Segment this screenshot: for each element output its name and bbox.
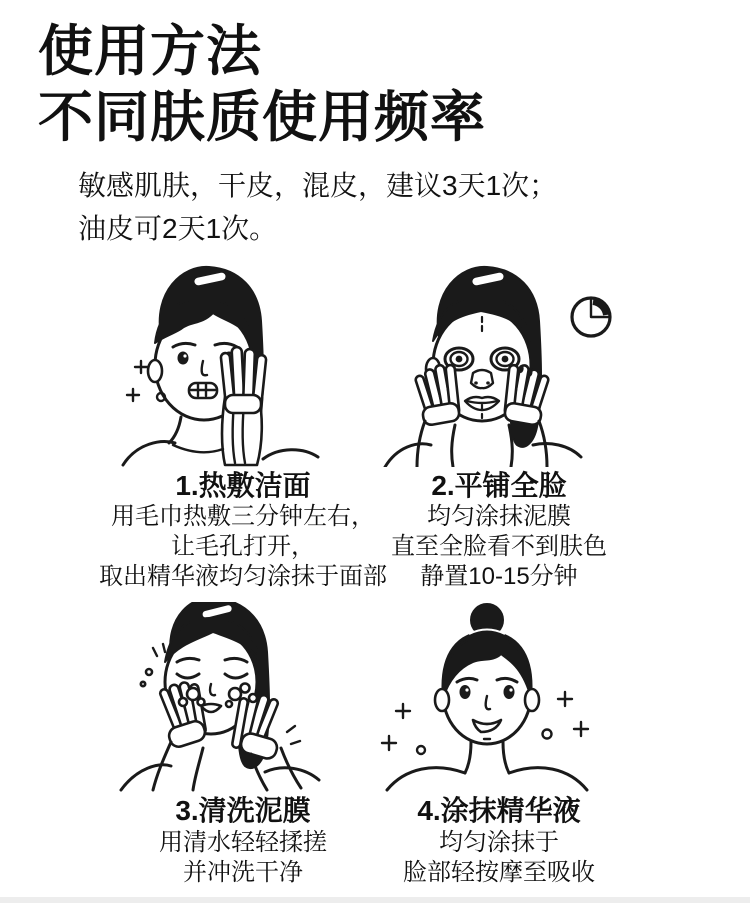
step-caption-line: 用毛巾热敷三分钟左右， — [111, 503, 375, 531]
step-caption-line: 均匀涂抹于 — [439, 828, 559, 856]
shoulders — [121, 765, 319, 790]
step-caption-line: 直至全脸看不到肤色 — [391, 533, 607, 561]
step-caption-line: 均匀涂抹泥膜 — [427, 503, 571, 531]
step-caption-line: 取出精华液均匀涂抹于面部 — [99, 563, 387, 591]
sparkle-circle-icon — [417, 746, 425, 754]
intro-line2: 油皮可2天1次。 — [78, 213, 278, 245]
right-ear-icon — [525, 689, 539, 711]
section-divider-strip — [0, 897, 750, 903]
steps-grid — [99, 257, 750, 888]
step-caption-line: 让毛孔打开， — [171, 533, 315, 561]
hand-with-towel — [221, 347, 267, 465]
shoulders — [385, 443, 581, 467]
step-title: 2.平铺全脸 — [431, 469, 567, 501]
neck-and-shoulders — [123, 417, 318, 465]
woman-sheet-mask-illustration — [369, 257, 629, 467]
step-title: 3.清洗泥膜 — [175, 795, 311, 827]
right-hand — [504, 364, 550, 466]
step-caption-line: 并冲洗干净 — [183, 858, 303, 886]
step-title: 1.热敷洁面 — [175, 469, 311, 501]
page-title-line2: 不同肤质使用频率 — [38, 86, 487, 148]
timer-pie-icon — [572, 298, 610, 336]
header — [0, 0, 750, 251]
right-eye — [504, 685, 515, 699]
left-ear-icon — [435, 689, 449, 711]
step-title: 4.涂抹精华液 — [417, 795, 581, 827]
step-card-2 — [371, 257, 627, 593]
right-hand — [232, 694, 301, 790]
step-card-1 — [99, 257, 387, 593]
page-title-line1: 使用方法 — [38, 20, 263, 82]
woman-washing-face-illustration — [113, 602, 373, 792]
left-eye — [178, 351, 189, 364]
step-caption-line: 脸部轻按摩至吸收 — [403, 858, 595, 886]
woman-hot-compress-illustration — [113, 257, 373, 467]
sparkle-circle-icon — [543, 730, 552, 739]
left-eye — [460, 685, 471, 699]
intro-line1: 敏感肌肤，干皮，混皮，建议3天1次； — [78, 170, 558, 201]
intro-text — [78, 164, 750, 251]
woman-applying-essence-illustration — [369, 602, 629, 792]
step-card-3 — [115, 602, 371, 888]
step-card-4 — [371, 602, 627, 888]
step-caption-line: 用清水轻轻揉搓 — [159, 828, 327, 856]
step-caption-line: 静置10-15分钟 — [420, 563, 578, 591]
ear-icon — [148, 360, 162, 382]
left-hand — [415, 364, 461, 466]
